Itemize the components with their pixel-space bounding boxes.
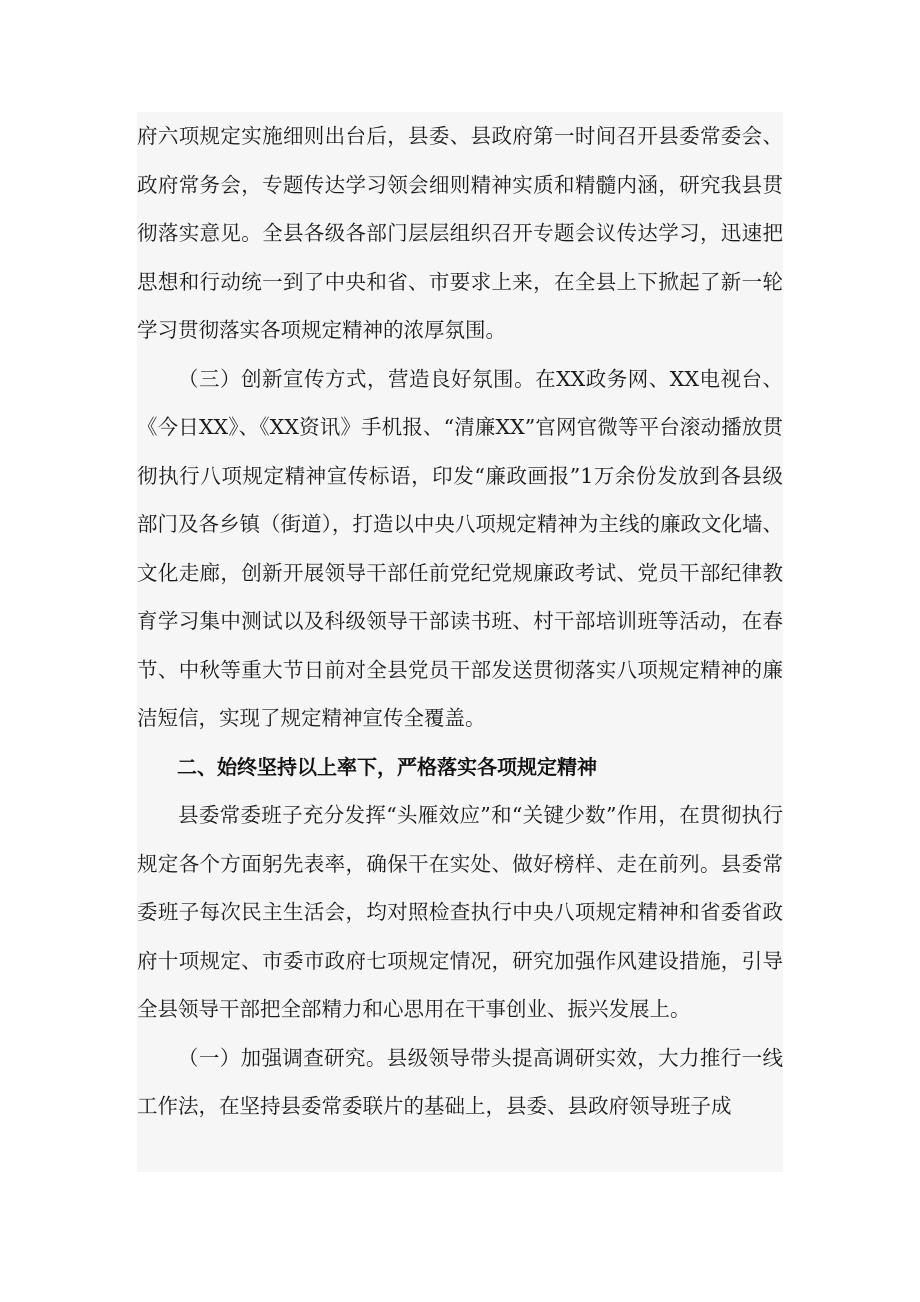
- paragraph-publicity-methods: （三）创新宣传方式，营造良好氛围。在XX政务网、XX电视台、《今日XX》、《XX资讯》手机报、“清廉XX”官网官微等平台滚动播放贯彻执行八项规定精神宣传标语，印发“廉政画报”1万余份发放到各县级部门及各乡镇（街道），打造以中央八项规定精神为主线的廉政文化墙、文化走廊，创新开展领导干部任前党纪党规廉政考试、党员干部纪律教育学习集中测试以及科级领导干部读书班、村干部培训班等活动，在春节、中秋等重大节日前对全县党员干部发送贯彻落实八项规定精神的廉洁短信，实现了规定精神宣传全覆盖。: [137, 366, 783, 730]
- paragraph-leadership-example: 县委常委班子充分发挥“头雁效应”和“关键少数”作用，在贯彻执行规定各个方面躬先表率，确保干在实处、做好榜样、走在前列。县委常委班子每次民主生活会，均对照检查执行中央八项规定精神和省委省政府十项规定、市委市政府七项规定情况，研究加强作风建设措施，引导全县领导干部把全部精力和心思用在干事创业、振兴发展上。: [137, 803, 783, 1021]
- document-text-block: [137, 112, 783, 1172]
- paragraph-policy-implementation: 府六项规定实施细则出台后，县委、县政府第一时间召开县委常委会、政府常务会，专题传达学习领会细则精神实质和精髓内涵，研究我县贯彻落实意见。全县各级各部门层层组织召开专题会议传达学习，迅速把思想和行动统一到了中央和省、市要求上来，在全县上下掀起了新一轮学习贯彻落实各项规定精神的浓厚氛围。: [137, 124, 783, 342]
- section-heading-2: 二、始终坚持以上率下，严格落实各项规定精神: [177, 754, 597, 779]
- paragraph-research: （一）加强调查研究。县级领导带头提高调研实效，大力推行一线工作法，在坚持县委常委联片的基础上，县委、县政府领导班子成: [137, 1045, 783, 1118]
